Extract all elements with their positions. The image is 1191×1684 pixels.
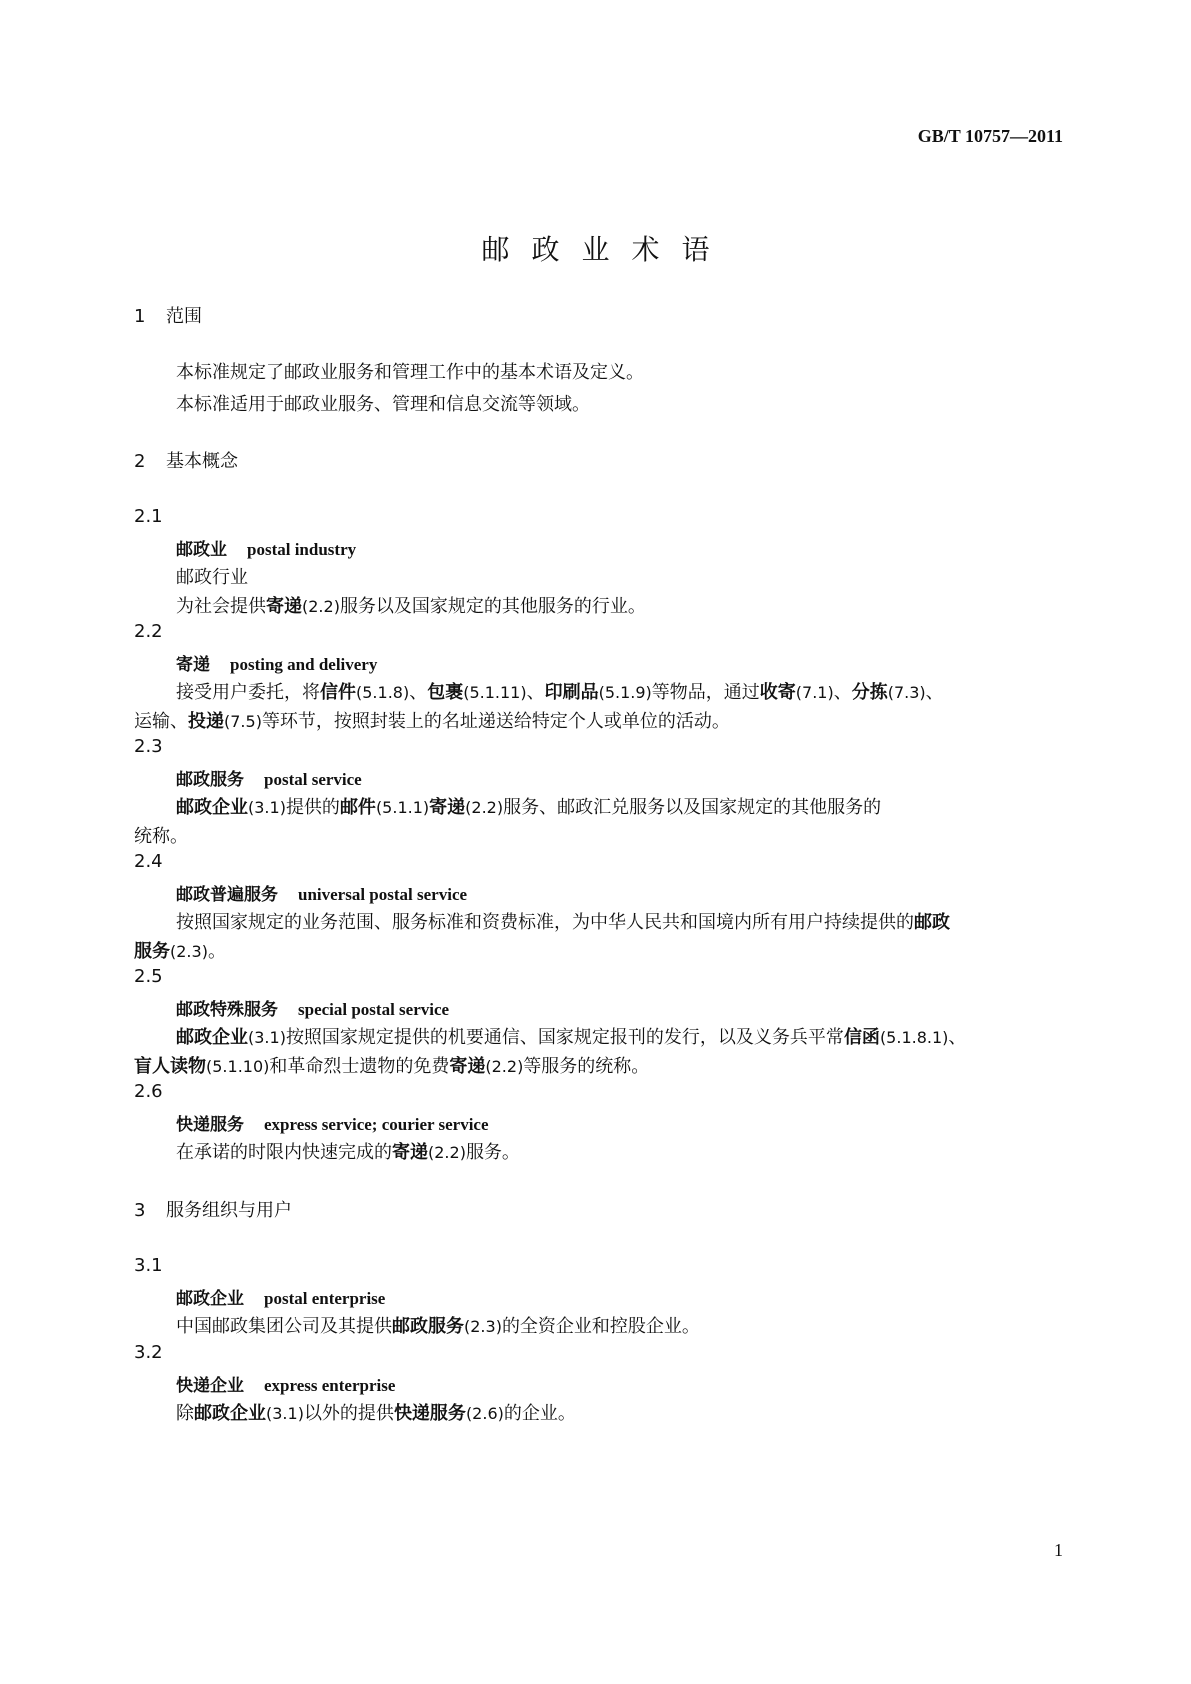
term-definition-cont: 盲人读物(5.1.10)和革命烈士遗物的免费寄递(2.2)等服务的统称。	[134, 1056, 650, 1077]
section-number: 3	[134, 1200, 146, 1221]
term-number: 2.6	[134, 1081, 163, 1102]
section-number: 2	[134, 451, 146, 472]
scope-paragraph: 本标准规定了邮政业服务和管理工作中的基本术语及定义。	[176, 362, 644, 383]
term-name	[176, 650, 377, 675]
term-name	[176, 535, 356, 560]
term-definition: 为社会提供寄递(2.2)服务以及国家规定的其他服务的行业。	[176, 596, 646, 617]
term-name	[176, 1284, 385, 1309]
term-number: 2.5	[134, 966, 163, 987]
term-definition-cont: 运输、投递(7.5)等环节，按照封装上的名址递送给特定个人或单位的活动。	[134, 711, 730, 732]
section-1-heading	[134, 302, 202, 328]
term-definition: 除邮政企业(3.1)以外的提供快递服务(2.6)的企业。	[176, 1403, 576, 1424]
term-en: posting and delivery	[230, 655, 378, 674]
term-definition: 邮政企业(3.1)提供的邮件(5.1.1)寄递(2.2)服务、邮政汇兑服务以及国家规定的其他服务的	[176, 797, 882, 818]
term-zh: 寄递	[176, 655, 210, 675]
term-en: express service; courier service	[264, 1115, 489, 1134]
term-zh: 快递企业	[176, 1376, 244, 1396]
standard-code: GB/T 10757—2011	[917, 126, 1063, 146]
term-name	[176, 765, 362, 790]
term-number: 3.2	[134, 1342, 163, 1363]
term-number: 2.4	[134, 851, 163, 872]
term-zh: 邮政服务	[176, 770, 244, 790]
section-title: 服务组织与用户	[166, 1200, 292, 1221]
term-definition: 邮政企业(3.1)按照国家规定提供的机要通信、国家规定报刊的发行，以及义务兵平常信函(5.1.8.1)、	[176, 1027, 967, 1048]
term-en: postal service	[264, 770, 362, 789]
term-number: 2.1	[134, 506, 163, 527]
scope-paragraph: 本标准适用于邮政业服务、管理和信息交流等领域。	[176, 394, 590, 415]
term-number: 3.1	[134, 1255, 163, 1276]
term-number: 2.3	[134, 736, 163, 757]
term-zh: 邮政特殊服务	[176, 1000, 278, 1020]
term-definition: 在承诺的时限内快速完成的寄递(2.2)服务。	[176, 1142, 520, 1163]
term-definition: 接受用户委托，将信件(5.1.8)、包裹(5.1.11)、印刷品(5.1.9)等物品，通过收寄(7.1)、分拣(7.3)、	[176, 682, 944, 703]
term-zh: 快递服务	[176, 1115, 244, 1135]
term-en: express enterprise	[264, 1376, 396, 1395]
term-name	[176, 880, 467, 905]
term-definition-cont: 统称。	[134, 826, 188, 847]
term-number: 2.2	[134, 621, 163, 642]
term-zh: 邮政普遍服务	[176, 885, 278, 905]
term-zh: 邮政业	[176, 540, 227, 560]
term-name	[176, 1110, 489, 1135]
term-en: postal industry	[247, 540, 357, 559]
term-en: universal postal service	[298, 885, 468, 904]
term-name	[176, 1371, 395, 1396]
term-definition: 中国邮政集团公司及其提供邮政服务(2.3)的全资企业和控股企业。	[176, 1316, 700, 1337]
page-title: 邮政业术语	[481, 233, 732, 266]
section-number: 1	[134, 306, 146, 327]
term-definition: 按照国家规定的业务范围、服务标准和资费标准，为中华人民共和国境内所有用户持续提供的邮政	[176, 912, 950, 933]
section-title: 基本概念	[166, 451, 238, 472]
term-en: special postal service	[298, 1000, 450, 1019]
term-en: postal enterprise	[264, 1289, 386, 1308]
page-number: 1	[1054, 1540, 1063, 1560]
section-3-heading	[134, 1196, 292, 1222]
section-title: 范围	[166, 306, 202, 327]
term-alt: 邮政行业	[176, 567, 248, 588]
section-2-heading	[134, 447, 238, 473]
term-name	[176, 995, 449, 1020]
term-definition-cont: 服务(2.3)。	[134, 941, 226, 962]
term-zh: 邮政企业	[176, 1289, 244, 1309]
